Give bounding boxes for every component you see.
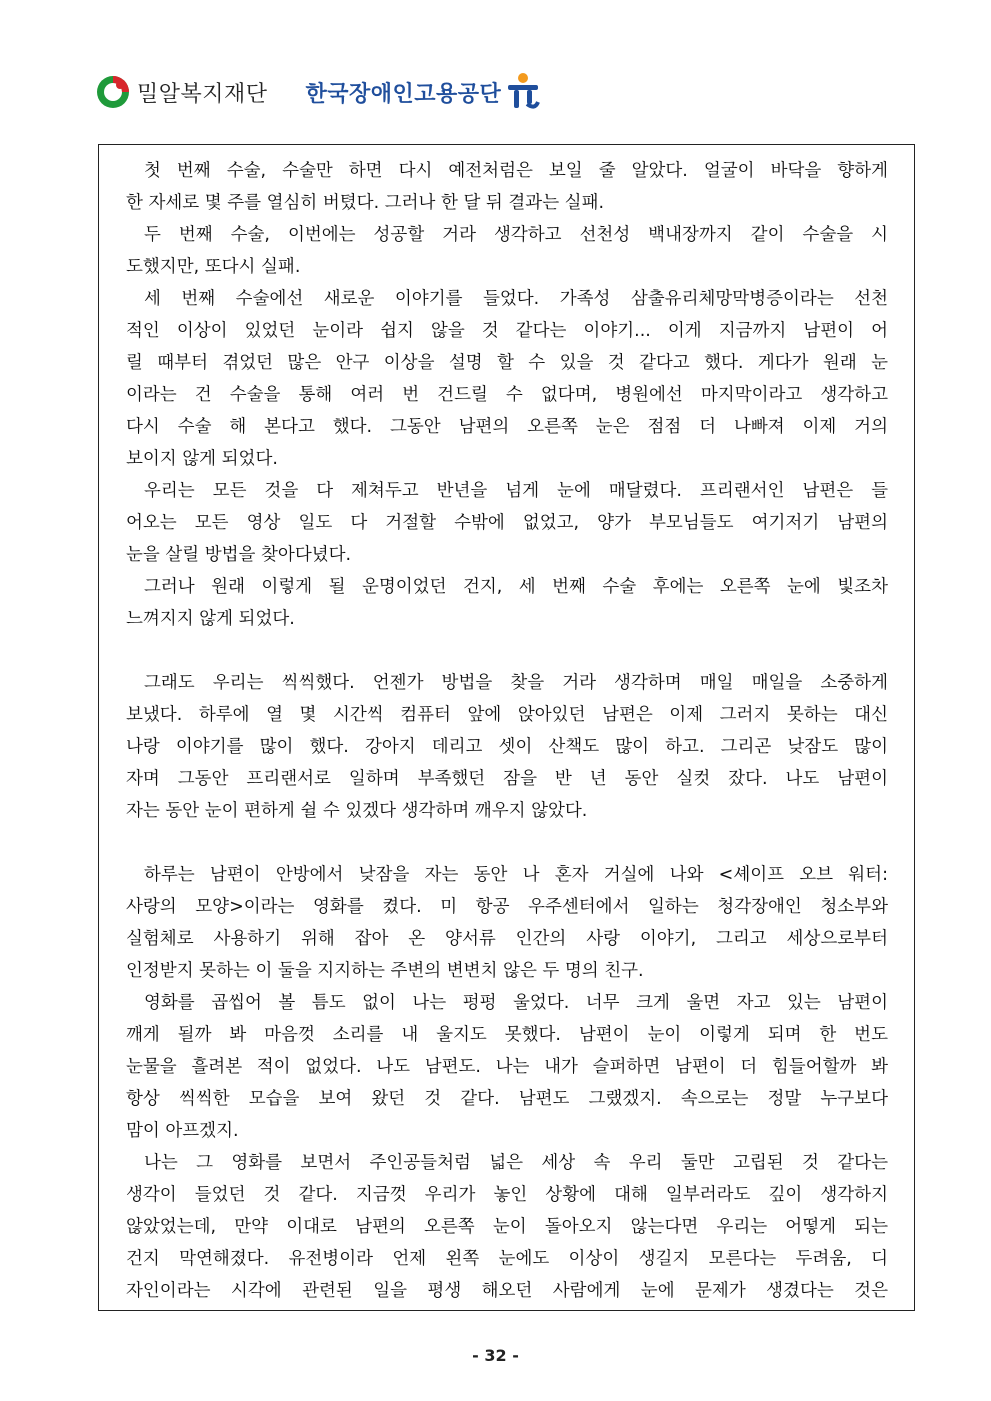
- kead-logo: [306, 72, 542, 112]
- paragraph: [126, 219, 888, 283]
- text-line: 나랑 이야기를 많이 했다. 강아지 데리고 셋이 산책도 많이 하고. 그리곤 낮잠도 많이: [126, 737, 888, 757]
- miral-logo-text: 밀알복지재단: [137, 81, 268, 107]
- text-line: 사랑의 모양>이라는 영화를 켰다. 미 항공 우주센터에서 일하는 청각장애인 청소부와: [126, 897, 888, 917]
- text-line: 자며 그동안 프리랜서로 일하며 부족했던 잠을 반 년 동안 실컷 잤다. 나도 남편이: [126, 769, 888, 789]
- text-line: 세 번째 수술에선 새로운 이야기를 들었다. 가족성 삼출유리체망막병증이라는 선천: [144, 289, 888, 309]
- text-line: 느껴지지 않게 되었다.: [126, 609, 295, 629]
- text-line: 하루는 남편이 안방에서 낮잠을 자는 동안 나 혼자 거실에 나와 <셰이프 오브 워터:: [144, 865, 888, 885]
- text-line: 다시 수술 해 본다고 했다. 그동안 남편의 오른쪽 눈은 점점 더 나빠져 이제 거의: [126, 417, 888, 437]
- text-line: 나는 그 영화를 보면서 주인공들처럼 넓은 세상 속 우리 둘만 고립된 것 같다는: [144, 1153, 888, 1173]
- page-header: [95, 72, 541, 112]
- text-line: 어오는 모든 영상 일도 다 거절할 수밖에 없었고, 양가 부모님들도 여기저기 남편의: [126, 513, 888, 533]
- miral-welfare-logo: [95, 74, 268, 110]
- paragraph: [126, 667, 888, 827]
- paragraph: [126, 475, 888, 571]
- text-line: 자인이라는 시각에 관련된 일을 평생 해오던 사람에게 눈에 문제가 생겼다는 것은: [126, 1281, 888, 1301]
- paragraph: [126, 1147, 888, 1307]
- text-line: 영화를 곱씹어 볼 틈도 없이 나는 펑펑 울었다. 너무 크게 울면 자고 있는 남편이: [144, 993, 888, 1013]
- text-line: 깨게 될까 봐 마음껏 소리를 내 울지도 못했다. 남편이 눈이 이렇게 되며 한 번도: [126, 1025, 888, 1045]
- text-line: 눈을 살릴 방법을 찾아다녔다.: [126, 545, 352, 565]
- text-line: 인정받지 못하는 이 둘을 지지하는 주변의 변변치 않은 두 명의 친구.: [126, 961, 644, 981]
- kead-logo-text: 한국장애인고용공단: [305, 81, 502, 107]
- text-line: 맘이 아프겠지.: [126, 1121, 239, 1141]
- text-line: 항상 씩씩한 모습을 보여 왔던 것 같다. 남편도 그랬겠지. 속으로는 정말 누구보다: [126, 1089, 888, 1109]
- text-line: 그래도 우리는 씩씩했다. 언젠가 방법을 찾을 거라 생각하며 매일 매일을 소중하게: [144, 673, 888, 693]
- text-line: 한 자세로 몇 주를 열심히 버텼다. 그러나 한 달 뒤 결과는 실패.: [126, 193, 605, 213]
- paragraph: [126, 571, 888, 635]
- text-line: 도했지만, 또다시 실패.: [126, 257, 301, 277]
- miral-logo-icon: [95, 74, 131, 110]
- text-line: 건지 막연해졌다. 유전병이라 언제 왼쪽 눈에도 이상이 생길지 모른다는 두려움, 디: [126, 1249, 888, 1269]
- text-line: 보이지 않게 되었다.: [126, 449, 278, 469]
- paragraph: [126, 987, 888, 1147]
- text-line: 두 번째 수술, 이번에는 성공할 거라 생각하고 선천성 백내장까지 같이 수술을 시: [144, 225, 888, 245]
- text-line: 이라는 건 수술을 통해 여러 번 건드릴 수 없다며, 병원에선 마지막이라고 생각하고: [126, 385, 888, 405]
- text-line: 보냈다. 하루에 열 몇 시간씩 컴퓨터 앞에 앉아있던 남편은 이제 그러지 못하는 대신: [126, 705, 888, 725]
- text-line: 그러나 원래 이렇게 될 운명이었던 건지, 세 번째 수술 후에는 오른쪽 눈에 빛조차: [144, 577, 888, 597]
- text-line: 실험체로 사용하기 위해 잡아 온 양서류 인간의 사랑 이야기, 그리고 세상으로부터: [126, 929, 888, 949]
- text-line: 자는 동안 눈이 편하게 쉴 수 있겠다 생각하며 깨우지 않았다.: [126, 801, 588, 821]
- text-line: 릴 때부터 겪었던 많은 안구 이상을 설명 할 수 있을 것 같다고 했다. 게다가 원래 눈: [126, 353, 888, 373]
- text-line: 첫 번째 수술, 수술만 하면 다시 예전처럼은 보일 줄 알았다. 얼굴이 바닥을 향하게: [144, 161, 888, 181]
- text-line: 눈물을 흘려본 적이 없었다. 나도 남편도. 나는 내가 슬퍼하면 남편이 더 힘들어할까 봐: [126, 1057, 888, 1077]
- paragraph-gap: [126, 635, 888, 667]
- paragraph: [126, 283, 888, 475]
- essay-body: [126, 155, 888, 1307]
- text-line: 생각이 들었던 것 같다. 지금껏 우리가 놓인 상황에 대해 일부러라도 깊이 생각하지: [126, 1185, 888, 1205]
- kead-logo-icon: [505, 72, 541, 112]
- text-line: 적인 이상이 있었던 눈이라 쉽지 않을 것 같다는 이야기... 이게 지금까지 남편이 어: [126, 321, 888, 341]
- text-line: 않았었는데, 만약 이대로 남편의 오른쪽 눈이 돌아오지 않는다면 우리는 어떻게 되는: [126, 1217, 888, 1237]
- paragraph-gap: [126, 827, 888, 859]
- paragraph: [126, 859, 888, 987]
- page-number: - 32 -: [472, 1346, 519, 1365]
- paragraph: [126, 155, 888, 219]
- text-line: 우리는 모든 것을 다 제쳐두고 반년을 넘게 눈에 매달렸다. 프리랜서인 남편은 들: [144, 481, 888, 501]
